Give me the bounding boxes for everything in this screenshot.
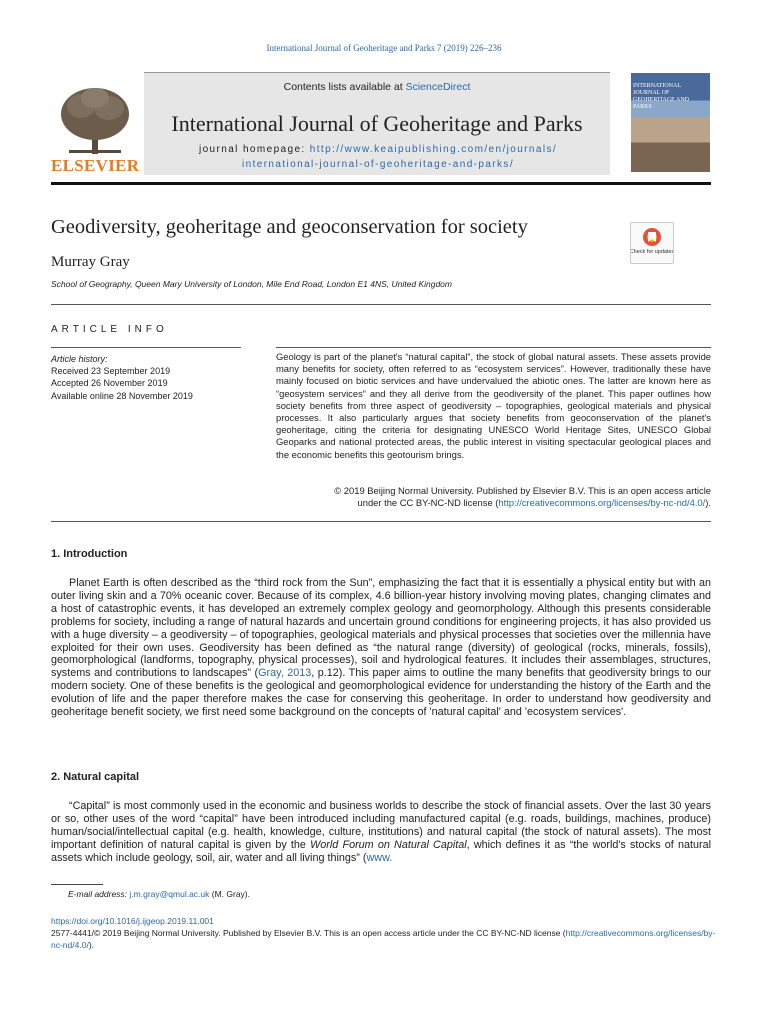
email-footnote: E-mail address: j.m.gray@qmul.ac.uk (M. Gray). [68, 889, 250, 899]
sciencedirect-link[interactable]: ScienceDirect [405, 81, 471, 93]
author-affiliation: School of Geography, Queen Mary University of London, Mile End Road, London E1 4NS, United Kingdom [51, 279, 452, 289]
check-for-updates-badge[interactable] [630, 222, 674, 264]
license-footer-link[interactable]: http://creativecommons.org/licenses/by-nc-nd/4.0/ [51, 928, 716, 950]
www-link[interactable]: www. [366, 851, 393, 864]
section-heading-introduction: 1. Introduction [51, 548, 128, 560]
svg-text:Check for updates: Check for updates [631, 249, 673, 255]
masthead-divider [51, 182, 711, 185]
accepted-date: Accepted 26 November 2019 [51, 378, 168, 389]
introduction-paragraph: Planet Earth is often described as the “third rock from the Sun”, emphasizing the fact that it is essentially a physical entity but with an outer living skin and a 70% oceanic cover. Because of its complex, 4.6 billion-year history involving moving plates, changing climates and a host of catastrophic events, it has developed an extremely complex geology and geomorphology. Although this presents considerable problems for society, including a range of natural hazards and uncertain ground conditions for engineering projects, it has also provided us with a huge diversity – a geodiversity – of topographies, geological materials and physical processes that societies over the millennia have exploited for their own uses. Geodiversity has been defined as “the natural range (diversity) of geological (rocks, minerals, fossils), geomorphological (landforms, topography, physical processes), soil and hydrological features. It includes their assemblages, structures, systems and contributions to landscapes” (Gray, 2013, p.12). This paper aims to outline the many benefits that geodiversity brings to our modern society. One of these benefits is the geological and geomorphological evidence for understanding the history of the Earth and the evolution of life and the paper therefore makes the case for conserving this geoheritage. In order to understand how geodiversity and geoheritage benefit society, we first need some background on the concepts of 'natural capital' and 'ecosystem services'. [51, 577, 711, 719]
license-link[interactable]: http://creativecommons.org/licenses/by-nc-nd/4.0/ [498, 497, 706, 509]
natural-capital-paragraph: “Capital” is most commonly used in the economic and business worlds to describe the stock of financial assets. Over the last 30 years or so, other uses of the word “capital” have been introduced including manufactured capital (e.g. roads, buildings, machines, produce) human/social/intellectual capital (e.g. health, knowledge, culture, institutions) and natural capital (the stock of natural assets). The most important definition of natural capital is given by the World Forum on Natural Capital, which defines it as “the world's stocks of natural assets which include geology, soil, air, water and all living things” (www. [51, 800, 711, 864]
contents-line: Contents lists available at ScienceDirect [283, 81, 471, 93]
homepage-link-1[interactable]: http://www.keaipublishing.com/en/journals/ [309, 144, 558, 155]
footnote-divider [51, 884, 103, 885]
doi-link[interactable]: https://doi.org/10.1016/j.ijgeop.2019.11.001 [51, 916, 214, 926]
divider [51, 347, 241, 348]
journal-homepage: journal homepage: http://www.keaipublishing.com/en/journals/ international-journal-of-geoheritage-and-parks/ [198, 144, 558, 170]
bookmark-icon [631, 223, 673, 263]
divider [51, 521, 711, 522]
online-date: Available online 28 November 2019 [51, 390, 193, 401]
journal-reference[interactable]: International Journal of Geoheritage and Parks 7 (2019) 226–236 [266, 43, 502, 53]
received-date: Received 23 September 2019 [51, 366, 171, 377]
section-heading-natural-capital: 2. Natural capital [51, 771, 140, 783]
license-footer: 2577-4441/© 2019 Beijing Normal University. Published by Elsevier B.V. This is an open access article under the CC BY-NC-ND license (http://creativecommons.org/licenses/by-nc-nd/4.0/). [51, 928, 716, 950]
abstract-copyright: © 2019 Beijing Normal University. Published by Elsevier B.V. This is an open access article under the CC BY-NC-ND license (http://creativecommons.org/licenses/by-nc-nd/4.0/). [334, 485, 711, 509]
article-history [51, 353, 271, 402]
article-title: Geodiversity, geoheritage and geoconservation for society [51, 216, 528, 238]
divider [276, 347, 711, 348]
divider [51, 304, 711, 305]
history-heading: Article history: [51, 354, 108, 364]
abstract-text: Geology is part of the planet's “natural capital”, the stock of global natural assets. These assets provide many benefits for society, often referred to as “ecosystem services”. However, traditionally these have mainly focused on biotic services and have undervalued the abiotic ones. The latter are known here as “geosystem services” and they all derive from the geodiversity of the planet. This paper outlines how society benefits from three aspect of geodiversity – topographies, geological materials and physical processes. It also particularly argues that society benefits from geoconservation of the planet's geoheritage, citing the criteria for designating UNESCO World Heritage Sites, UNESCO Global Geoparks and national protected areas, the public interest in visiting spectacular geological places and the economic benefits this geotourism brings. [276, 351, 711, 460]
homepage-link-2[interactable]: international-journal-of-geoheritage-and-parks/ [241, 159, 515, 170]
elsevier-logo-text: ELSEVIER [51, 156, 140, 175]
citation-link[interactable]: Gray, 2013 [258, 667, 312, 680]
journal-title: International Journal of Geoheritage and Parks [171, 111, 583, 136]
cover-title: INTERNATIONAL JOURNAL OF GEOHERITAGE AND PARKS [633, 83, 690, 110]
email-link[interactable]: j.m.gray@qmul.ac.uk [129, 889, 210, 899]
author-name: Murray Gray [51, 254, 130, 270]
article-info-heading: ARTICLE INFO [51, 324, 168, 335]
